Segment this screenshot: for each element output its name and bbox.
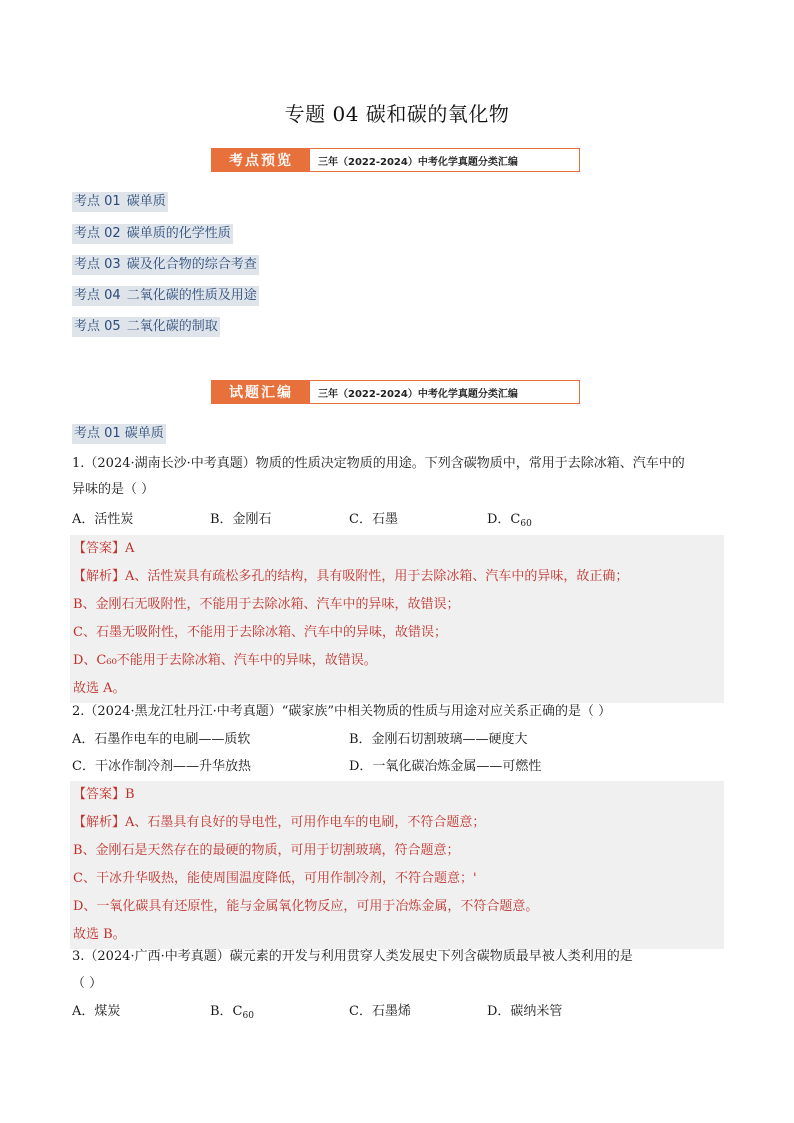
q1-option-c: C．石墨 xyxy=(349,512,398,527)
topic-label: 碳单质的化学性质 xyxy=(126,226,231,241)
q2-option-d: D．一氧化碳冶炼金属——可燃性 xyxy=(349,759,542,774)
q1-answer-block xyxy=(70,535,724,703)
q1-analysis-line: B、金刚石无吸附性，不能用于去除冰箱、汽车中的异味，故错误； xyxy=(73,597,460,612)
q2-analysis-line: 【解析】A、石墨具有良好的导电性，可用作电车的电刷，不符合题意； xyxy=(73,815,486,830)
q2-answer-block xyxy=(70,781,724,949)
topic-code: 考点 01 xyxy=(74,194,121,209)
exercises-banner xyxy=(211,380,580,404)
q2-analysis-line: B、金刚石是天然存在的最硬的物质，可用于切割玻璃，符合题意； xyxy=(73,843,460,858)
exercises-banner-subtitle: 三年（2022-2024）中考化学真题分类汇编 xyxy=(318,388,518,400)
topic-code: 考点 04 xyxy=(74,288,121,303)
q1-option-b: B．金刚石 xyxy=(210,512,272,527)
q1-analysis-line: 【解析】A、活性炭具有疏松多孔的结构，具有吸附性，用于去除冰箱、汽车中的异味，故正确； xyxy=(73,569,629,584)
q3-stem-line1: 3.（2024·广西·中考真题）碳元素的开发与利用贯穿人类发展史下列含碳物质最早被人类利用的是 xyxy=(72,949,633,964)
q3-option-d: D．碳纳米管 xyxy=(487,1004,563,1019)
q1-option-d-subscript: 60 xyxy=(520,519,532,529)
topic-code: 考点 05 xyxy=(74,319,121,334)
q3-option-b-subscript: 60 xyxy=(242,1011,254,1021)
topic-label: 二氧化碳的性质及用途 xyxy=(126,288,257,303)
page-title: 专题 04 碳和碳的氧化物 xyxy=(284,102,510,126)
q3-option-a: A．煤炭 xyxy=(72,1004,121,1019)
topic-label: 碳单质 xyxy=(126,194,166,209)
q2-option-a: A．石墨作电车的电刷——质软 xyxy=(72,732,251,747)
q3-option-c: C．石墨烯 xyxy=(349,1004,411,1019)
q1-stem-line1: 1.（2024·湖南长沙·中考真题）物质的性质决定物质的用途。下列含碳物质中，常用于去除冰箱、汽车中的 xyxy=(72,456,685,471)
topic-item[interactable] xyxy=(72,224,233,244)
topic-item[interactable] xyxy=(72,192,168,212)
preview-banner-tag: 考点预览 xyxy=(212,149,310,171)
q2-answer: 【答案】B xyxy=(73,787,135,802)
q1-option-d xyxy=(487,511,532,533)
topic-item[interactable] xyxy=(72,286,259,306)
q1-analysis-line: C、石墨无吸附性，不能用于去除冰箱、汽车中的异味，故错误； xyxy=(73,625,447,640)
preview-banner xyxy=(211,148,580,172)
q1-analysis-line: D、C₆₀不能用于去除冰箱、汽车中的异味，故错误。 xyxy=(73,653,377,668)
q2-analysis-line: C、干冰升华吸热，能使周围温度降低，可用作制冷剂，不符合题意；' xyxy=(73,871,477,886)
q1-option-a: A．活性炭 xyxy=(72,512,134,527)
q1-option-d-text: D．C xyxy=(487,512,521,527)
topic-label: 二氧化碳的制取 xyxy=(126,319,218,334)
topic-code: 考点 02 xyxy=(74,226,121,241)
topic-item[interactable] xyxy=(72,255,259,275)
q3-option-b xyxy=(210,1003,254,1025)
topic-code: 考点 03 xyxy=(74,257,121,272)
q2-option-b: B．金刚石切割玻璃——硬度大 xyxy=(349,732,528,747)
q3-stem-line2: （ ） xyxy=(72,976,103,991)
q1-analysis-line: 故选 A。 xyxy=(73,681,126,696)
q2-stem: 2.（2024·黑龙江牡丹江·中考真题）“碳家族”中相关物质的性质与用途对应关系正确的是（ ） xyxy=(72,704,612,719)
q2-option-c: C．干冰作制冷剂——升华放热 xyxy=(72,759,251,774)
q1-answer: 【答案】A xyxy=(73,541,135,556)
q2-analysis-line: 故选 B。 xyxy=(73,927,126,942)
q2-analysis-line: D、一氧化碳具有还原性，能与金属氧化物反应，可用于冶炼金属，不符合题意。 xyxy=(73,899,539,914)
q3-option-b-text: B．C xyxy=(210,1004,243,1019)
exercises-banner-tag: 试题汇编 xyxy=(212,381,310,403)
topic-item[interactable] xyxy=(72,317,220,337)
topic-label: 碳及化合物的综合考查 xyxy=(126,257,257,272)
preview-banner-subtitle: 三年（2022-2024）中考化学真题分类汇编 xyxy=(318,156,518,168)
q1-stem-line2: 异味的是（ ） xyxy=(72,482,155,497)
section-heading: 考点 01 碳单质 xyxy=(72,424,166,444)
